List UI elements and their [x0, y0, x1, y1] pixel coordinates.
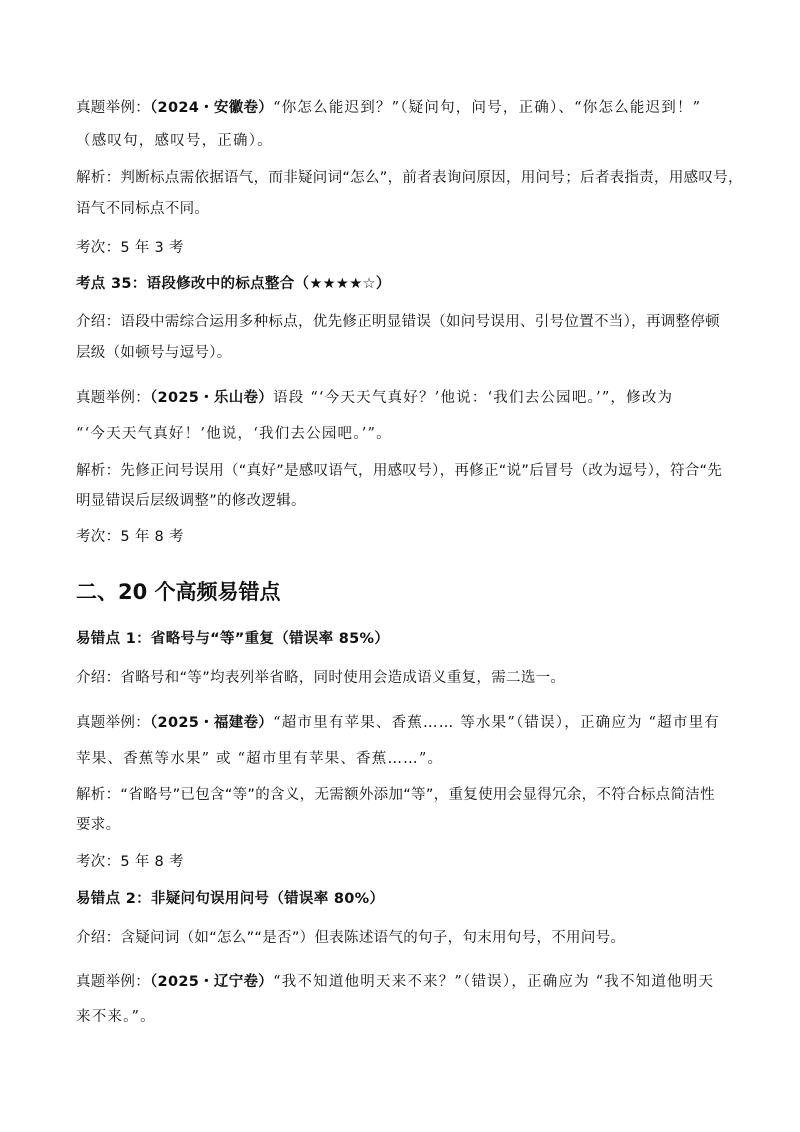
analysis-line: 明显错误后层级调整”的修改逻辑。 [76, 493, 306, 509]
exam-frequency: 考次：5 年 8 考 [76, 854, 184, 870]
example-label: 真题举例： [76, 715, 150, 731]
exam-source: （2025・辽宁卷） [150, 974, 274, 990]
analysis-line: 解析：先修正问号误用（“真好”是感叹语气，用感叹号），再修正“说”后冒号（改为逗号），符合“先 [76, 463, 723, 479]
intro-line: 介绍：含疑问词（如“怎么”“是否”）但表陈述语气的句子，句末用句号，不用问号。 [76, 930, 626, 946]
example-line [76, 388, 736, 408]
example-label: 真题举例： [76, 390, 150, 406]
example-text: “超市里有苹果、香蕉…… 等水果”（错误），正确应为 “超市里有 [273, 715, 720, 731]
example-line [76, 713, 736, 733]
error-point-heading: 易错点 1：省略号与“等”重复（错误率 85%） [76, 631, 390, 647]
exam-frequency: 考次：5 年 3 考 [76, 240, 184, 256]
example-label: 真题举例： [76, 100, 150, 116]
exam-source: （2024・安徽卷） [150, 100, 274, 116]
example-line [76, 98, 736, 118]
example-text: “我不知道他明天来不来？”（错误），正确应为 “我不知道他明天 [273, 974, 715, 990]
analysis-line: 要求。 [76, 817, 121, 833]
example-text: “你怎么能迟到？”（疑问句，问号，正确）、“你怎么能迟到！” [273, 100, 702, 116]
analysis-line: 语气不同标点不同。 [76, 201, 210, 217]
analysis-line: 解析：“省略号”已包含“等”的含义，无需额外添加“等”，重复使用会显得冗余，不符合标点简洁性 [76, 787, 715, 803]
intro-line: 介绍：语段中需综合运用多种标点，优先修正明显错误（如问号误用、引号位置不当），再调整停顿 [76, 314, 720, 330]
example-line [76, 972, 736, 992]
error-point-heading: 易错点 2：非疑问句误用问号（错误率 80%） [76, 891, 385, 907]
example-text-continued: 来不来。”。 [76, 1009, 156, 1025]
example-label: 真题举例： [76, 974, 150, 990]
exam-source: （2025・福建卷） [150, 715, 274, 731]
exam-frequency: 考次：5 年 8 考 [76, 529, 184, 545]
point-heading: 考点 35：语段修改中的标点整合（★★★★☆） [76, 276, 391, 292]
analysis-line: 解析：判断标点需依据语气，而非疑问词“怎么”，前者表询问原因，用问号；后者表指责，用感叹号， [76, 170, 743, 186]
example-text-continued: “‘今天天气真好！’他说，‘我们去公园吧。’”。 [76, 426, 392, 442]
section-title: 二、20 个高频易错点 [76, 580, 281, 604]
example-text: 语段 “‘今天天气真好？’他说：‘我们去公园吧。’”，修改为 [273, 390, 674, 406]
example-text-continued: （感叹句，感叹号，正确）。 [76, 133, 273, 149]
intro-line: 介绍：省略号和“等”均表列举省略，同时使用会造成语义重复，需二选一。 [76, 670, 566, 686]
exam-source: （2025・乐山卷） [150, 390, 274, 406]
intro-line: 层级（如顿号与逗号）。 [76, 345, 232, 361]
example-text-continued: 苹果、香蕉等水果” 或 “超市里有苹果、香蕉……”。 [76, 751, 444, 767]
